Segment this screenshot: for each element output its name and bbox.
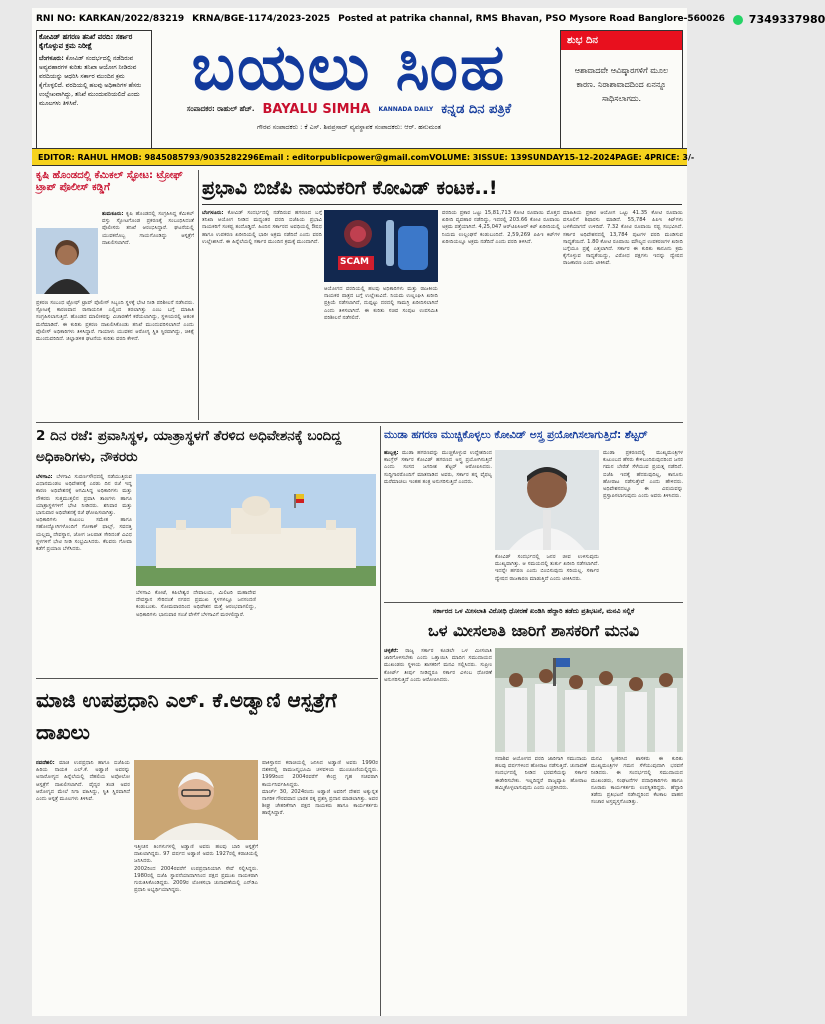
story5-body2: ಸದಾಶಿವ ಆಯೋಗದ ವರದಿ ಜಾರಿಗಾಗಿ ಸಮುದಾಯ ಹಲವು ವರ್ಷಗಳಿಂದ ಹೋರಾಟ ನಡೆಸುತ್ತಿದೆ. ಚುನಾವಣೆ ಸಂದರ್ಭದಲ್ಲಿ ನೀಡಿದ ಭರವಸೆಯನ್ನು ಸರ್ಕಾರ ಈಡೇರಿಸಬೇಕು. ಇಲ್ಲದಿದ್ದರೆ ರಾಜ್ಯವ್ಯಾಪಿ ಹೋರಾಟ ಹಮ್ಮಿಕೊಳ್ಳಲಾಗುವುದು ಎಂದು ಎಚ್ಚರಿಸಿದರು. (495, 756, 587, 791)
bar-issue: ISSUE: 139 (478, 152, 528, 162)
vertical-rule (198, 170, 199, 420)
left-box-dateline: ಬೆಂಗಳೂರು: (39, 55, 64, 62)
horizontal-rule (36, 422, 683, 423)
story5-headline: ಒಳ ಮೀಸಲಾತಿ ಜಾರಿಗೆ ಶಾಸಕರಿಗೆ ಮನವಿ (427, 621, 640, 640)
quote-heading: ಶುಭ ದಿನ (561, 31, 682, 50)
left-news-box (36, 30, 152, 152)
story5-dateline: ಚಳ್ಳಕೆರೆ: (384, 648, 399, 654)
newspaper-page (32, 8, 825, 1016)
phone-text: 7349337980 (748, 12, 825, 26)
story2-dateline: ಬೆಂಗಳೂರು: (202, 210, 224, 216)
story4-headline: ಮುಡಾ ಹಗರಣ ಮುಚ್ಚಿಕೊಳ್ಳಲು ಕೋವಿಡ್ ಅಸ್ತ್ರ ಪ್ರಯೋಗಿಸಲಾಗುತ್ತಿದೆ: ಶೆಟ್ಟರ್ (384, 429, 648, 441)
story6-headline: ಮಾಜಿ ಉಪಪ್ರಧಾನಿ ಎಲ್. ಕೆ.ಅಡ್ವಾಣಿ ಆಸ್ಪತ್ರೆಗೆ ದಾಖಲು (36, 688, 337, 744)
person-photo-icon (36, 228, 98, 294)
story6-dateline: ನವದೆಹಲಿ: (36, 760, 55, 766)
bar-page: PAGE: 4 (615, 152, 651, 162)
story5-photo (495, 648, 683, 752)
story6-col-b (134, 844, 258, 1016)
story5-col-c (591, 756, 683, 1016)
story3-body2: ಅಧಿಕಾರಿಗಳು ಕುಟುಂಬ ಸಮೇತ ಹಾಗೂ ಸಹೋದ್ಯೋಗಿಗಳೊಂದಿಗೆ ಗೋಕಾಕ್ ಫಾಲ್ಸ್, ಸವದತ್ತಿ ಯಲ್ಲಮ್ಮ ದೇವಸ್ಥಾನ, ಜೋಗ ಜಲಪಾತ ಸೇರಿದಂತೆ ವಿವಿಧ ಸ್ಥಳಗಳಿಗೆ ಭೇಟಿ ನೀಡಿ ಸಂಭ್ರಮಿಸಿದರು. ಕೆಲವರು ಗೋವಾ ಕಡೆಗೆ ಪ್ರಯಾಣ ಬೆಳೆಸಿದರು. (36, 517, 132, 553)
story2-col-d (563, 210, 683, 420)
story6-body4: 2002ರಿಂದ 2004ರವರೆಗೆ ಉಪಪ್ರಧಾನಿಯಾಗಿ ಸೇವೆ ಸಲ್ಲಿಸಿದ್ದರು. 1980ರಲ್ಲಿ ಬಿಜೆಪಿ ಸ್ಥಾಪನೆಯಾದಾಗಿನಿಂದ ಪಕ್ಷದ ಪ್ರಮುಖ ನಾಯಕರಾಗಿ ಗುರುತಿಸಿಕೊಂಡಿದ್ದರು. 2009ರ ಲೋಕಸಭಾ ಚುನಾವಣೆಯಲ್ಲಿ ಎನ್‌ಡಿಎ ಪ್ರಧಾನಿ ಅಭ್ಯರ್ಥಿಯಾಗಿದ್ದರು. (134, 865, 258, 894)
story3-headline: 2 ದಿನ ರಜೆ: ಪ್ರವಾಸಿಸ್ಥಳ, ಯಾತ್ರಾಸ್ಥಳಗೆ ತೆರಳಿದ ಅಧಿವೇಶನಕ್ಕೆ ಬಂದಿದ್ದ ಅಧಿಕಾರಿಗಳು, ನೌಕರರು (36, 428, 342, 465)
masthead-row (154, 102, 544, 117)
story5-body1: ರಾಜ್ಯ ಸರ್ಕಾರ ಕೂಡಲೇ ಒಳ ಮೀಸಲಾತಿ ಜಾರಿಗೊಳಿಸಬೇಕು ಎಂದು ಒತ್ತಾಯಿಸಿ ಮಾದಿಗ ಸಮುದಾಯದ ಮುಖಂಡರು ಸ್ಥಳೀಯ ಶಾಸಕರಿಗೆ ಮನವಿ ಸಲ್ಲಿಸಿದರು. ಸುಪ್ರೀಂ ಕೋರ್ಟ್ ತೀರ್ಪು ನೀಡಿದ್ದರೂ ಸರ್ಕಾರ ವಿಳಂಬ ಧೋರಣೆ ಅನುಸರಿಸುತ್ತಿದೆ ಎಂದು ಆರೋಪಿಸಿದರು. (384, 648, 492, 683)
posted-at: Posted at patrika channal, RMS Bhavan, PSO Mysore Road Banglore-560026 (338, 14, 725, 24)
horizontal-rule (384, 602, 683, 603)
story6-body2: ಇತ್ತೀಚಿನ ತಿಂಗಳುಗಳಲ್ಲಿ ಅಡ್ವಾಣಿ ಅವರು ಹಲವು ಬಾರಿ ಆಸ್ಪತ್ರೆಗೆ ದಾಖಲಾಗಿದ್ದರು. 97 ವರ್ಷದ ಅಡ್ವಾಣಿ ಅವರು 1927ರಲ್ಲಿ ಕರಾಚಿಯಲ್ಲಿ ಜನಿಸಿದರು. (134, 844, 258, 865)
story1-photo (36, 228, 98, 294)
story1-headline: ಕೃಷಿ ಹೊಂಡದಲ್ಲಿ ಕೆಮಿಕಲ್ ಸ್ಫೋಟ: ಟ್ರೋಫ್ ಟ್ರಾಪ್ ಪೊಲೀಸ್ ಕಡ್ಡಿಗೆ (36, 170, 183, 193)
story5-kicker: ಸರ್ಕಾರದ ಒಳ ಮೀಸಲಾತಿ ವಿರೋಧಿ ಧೋರಣೆ ಖಂಡಿಸಿ ಹೆದ್ದಾರಿ ತಡೆದು ಪ್ರತಿಭಟನೆ, ಮನವಿ ಸಲ್ಲಿಕೆ (432, 607, 635, 615)
story3-col-c (260, 590, 376, 674)
story2-body2: ಆಯೋಗದ ವರದಿಯಲ್ಲಿ ಹಲವು ಅಧಿಕಾರಿಗಳು ಮತ್ತು ರಾಜಕೀಯ ನಾಯಕರ ಪಾತ್ರದ ಬಗ್ಗೆ ಉಲ್ಲೇಖವಿದೆ. ನಿಯಮ ಉಲ್ಲಂಘಿಸಿ ಖರೀದಿ ಪ್ರಕ್ರಿಯೆ ನಡೆಸಲಾಗಿದೆ, ದುಪ್ಪಟ್ಟು ದರದಲ್ಲಿ ಸಾಮಗ್ರಿ ಖರೀದಿಸಲಾಗಿದೆ ಎಂದು ತಿಳಿಸಲಾಗಿದೆ. ಈ ಕುರಿತು ಸಚಿವ ಸಂಪುಟ ಉಪಸಮಿತಿ ಪರಿಶೀಲನೆ ನಡೆಸಲಿದೆ. (324, 286, 438, 321)
bar-editor: EDITOR: RAHUL H (38, 152, 118, 162)
story3-col-b (136, 590, 256, 674)
story2-col-b (324, 286, 438, 420)
story6-photo (134, 760, 258, 840)
story4-col-a (384, 450, 492, 600)
masthead-logo: ಬಯಲು ಸಿಂಹ (191, 30, 507, 105)
story5-col-d (384, 824, 492, 1016)
krna-number: KRNA/BGE-1174/2023-2025 (192, 14, 331, 24)
top-line (32, 8, 825, 30)
left-box-heading: ಕೋವಿಡ್ ಹಗರಣ ತನಿಖೆ ವರದಿ: ಸರ್ಕಾರ ಕೈಗೊಳ್ಳುವ ಕ್ರಮ ನಿರೀಕ್ಷೆ (39, 33, 133, 50)
whatsapp-icon (733, 15, 743, 25)
quote-text: ಆಶಾವಾದವೇ ಆವಿಷ್ಕಾರಗಳಿಗೆ ಮೂಲ ಕಾರಣ. ನಿರಾಶಾವಾದದಿಂದ ಏನನ್ನೂ ಸಾಧಿಸಲಾಗದು. (574, 66, 669, 103)
right-quote-box (560, 30, 683, 150)
left-box-body: ಕೋವಿಡ್ ಸಂದರ್ಭದಲ್ಲಿ ನಡೆದಿರುವ ಅವ್ಯವಹಾರಗಳ ಕುರಿತು ತನಿಖಾ ಆಯೋಗ ನೀಡಿರುವ ವರದಿಯನ್ನು ಆಧರಿಸಿ ಸರ್ಕಾರ ಮುಂದಿನ ಕ್ರಮ ಕೈಗೊಳ್ಳಲಿದೆ. ವರದಿಯಲ್ಲಿ ಹಲವು ಅಧಿಕಾರಿಗಳ ಹೆಸರು ಉಲ್ಲೇಖವಾಗಿದ್ದು, ತನಿಖೆ ಮುಂದುವರಿಯಲಿದೆ ಎಂದು ಮೂಲಗಳು ತಿಳಿಸಿವೆ. (39, 55, 142, 107)
bar-date: 15-12-2024 (563, 152, 616, 162)
story6-body1: ಮಾಜಿ ಉಪಪ್ರಧಾನಿ ಹಾಗೂ ಬಿಜೆಪಿಯ ಹಿರಿಯ ನಾಯಕ ಎಲ್.ಕೆ. ಅಡ್ವಾಣಿ ಅವರನ್ನು ಅನಾರೋಗ್ಯದ ಹಿನ್ನೆಲೆಯಲ್ಲಿ ದೆಹಲಿಯ ಅಪೋಲೋ ಆಸ್ಪತ್ರೆಗೆ ದಾಖಲಿಸಲಾಗಿದೆ. ವೈದ್ಯರ ತಂಡ ಅವರ ಆರೋಗ್ಯದ ಮೇಲೆ ನಿಗಾ ವಹಿಸಿದ್ದು, ಸ್ಥಿತಿ ಸ್ಥಿರವಾಗಿದೆ ಎಂದು ಆಸ್ಪತ್ರೆ ಮೂಲಗಳು ತಿಳಿಸಿವೆ. (36, 760, 130, 803)
rni-number: RNI NO: KARKAN/2022/83219 (36, 14, 185, 24)
story6-body3: ಪಾಕಿಸ್ತಾನದ ಕರಾಚಿಯಲ್ಲಿ ಜನಿಸಿದ ಅಡ್ವಾಣಿ ಅವರು 1990ರ ದಶಕದಲ್ಲಿ ರಾಮಜನ್ಮಭೂಮಿ ಚಳವಳಿಯ ಮುಂಚೂಣಿಯಲ್ಲಿದ್ದರು. 1999ರಿಂದ 2004ರವರೆಗೆ ಕೇಂದ್ರ ಗೃಹ ಸಚಿವರಾಗಿ ಕಾರ್ಯನಿರ್ವಹಿಸಿದ್ದರು. (262, 760, 378, 788)
story4-col-b (495, 554, 599, 600)
bar-day: SUNDAY (527, 152, 564, 162)
story3-photo (136, 474, 376, 586)
story4-body2: ಕೋವಿಡ್ ಸಂದರ್ಭದಲ್ಲಿ ಜನರ ಜೀವ ಉಳಿಸುವುದು ಮುಖ್ಯವಾಗಿತ್ತು. ಆ ಸಮಯದಲ್ಲಿ ತುರ್ತು ಖರೀದಿ ನಡೆಸಲಾಗಿದೆ. ಇದನ್ನೇ ಹಗರಣ ಎಂದು ಬಿಂಬಿಸುವುದು ಸರಿಯಲ್ಲ. ಸರ್ಕಾರ ದ್ವೇಷದ ರಾಜಕಾರಣ ಮಾಡುತ್ತಿದೆ ಎಂದು ಟೀಕಿಸಿದರು. (495, 554, 599, 582)
vidhana-soudha-building (136, 474, 376, 586)
story5-col-b (495, 756, 587, 1016)
vertical-rule (380, 426, 381, 1016)
bar-mobile: MOB: 9845085793/9035282296 (117, 152, 259, 162)
story1-col-a (102, 211, 194, 296)
story3-col-a (36, 474, 132, 674)
story5-col-a (384, 648, 492, 820)
scam-graphic (324, 210, 438, 282)
story2-body1: ಕೋವಿಡ್ ಸಂದರ್ಭದಲ್ಲಿ ನಡೆದಿರುವ ಹಗರಣದ ಬಗ್ಗೆ ತನಿಖಾ ಆಯೋಗ ನೀಡಿದ ಮಧ್ಯಂತರ ವರದಿ ಬಿಜೆಪಿಯ ಪ್ರಭಾವಿ ನಾಯಕರಿಗೆ ಸಂಕಷ್ಟ ತಂದೊಡ್ಡಿದೆ. ಹಿಂದಿನ ಸರ್ಕಾರದ ಅವಧಿಯಲ್ಲಿ ಔಷಧ ಹಾಗೂ ಉಪಕರಣ ಖರೀದಿಯಲ್ಲಿ ಭಾರೀ ಅಕ್ರಮ ನಡೆದಿದೆ ಎಂದು ವರದಿ ಉಲ್ಲೇಖಿಸಿದೆ. ಈ ಹಿನ್ನೆಲೆಯಲ್ಲಿ ಸರ್ಕಾರ ಮುಂದಿನ ಕ್ರಮಕ್ಕೆ ಮುಂದಾಗಿದೆ. (202, 210, 322, 245)
scam-label: SCAM (340, 257, 370, 267)
masthead (154, 28, 544, 133)
story4-body1: ಮುಡಾ ಹಗರಣವನ್ನು ಮುಚ್ಚಿಕೊಳ್ಳುವ ಉದ್ದೇಶದಿಂದ ಕಾಂಗ್ರೆಸ್ ಸರ್ಕಾರ ಕೋವಿಡ್ ಹಗರಣದ ಅಸ್ತ್ರ ಪ್ರಯೋಗಿಸುತ್ತಿದೆ ಎಂದು ಸಂಸದ ಜಗದೀಶ ಶೆಟ್ಟರ್ ಆರೋಪಿಸಿದರು. ಸುದ್ದಿಗಾರರೊಂದಿಗೆ ಮಾತನಾಡಿದ ಅವರು, ಸರ್ಕಾರ ತನ್ನ ವೈಫಲ್ಯ ಮರೆಮಾಚಲು ಇಂತಹ ತಂತ್ರ ಅನುಸರಿಸುತ್ತಿದೆ ಎಂದರು. (384, 450, 492, 485)
story4-dateline: ಹುಬ್ಬಳ್ಳಿ: (384, 450, 399, 456)
masthead-english-name: BAYALU SIMHA (262, 102, 371, 117)
story6-col-c (262, 760, 378, 1016)
story3-dateline: ಬೆಳಗಾವಿ: (36, 474, 53, 480)
story6-col-a (36, 760, 130, 1016)
story3-body3: ಬೆಳಗಾವಿ ಕೋಟೆ, ಕಪಿಲೇಶ್ವರ ದೇವಾಲಯ, ಮಿಲಿಟರಿ ಮಹಾದೇವ ದೇವಸ್ಥಾನ ಸೇರಿದಂತೆ ನಗರದ ಪ್ರಮುಖ ಸ್ಥಳಗಳಲ್ಲೂ ಜನಸಂದಣಿ ಕಂಡುಬಂತು. ಸೋಮವಾರದಿಂದ ಅಧಿವೇಶನ ಮತ್ತೆ ಆರಂಭವಾಗಲಿದ್ದು, ಅಧಿಕಾರಿಗಳು ಭಾನುವಾರ ಸಂಜೆ ವೇಳೆಗೆ ಬೆಳಗಾವಿಗೆ ಮರಳಲಿದ್ದಾರೆ. (136, 590, 256, 618)
politician-portrait (495, 450, 599, 550)
horizontal-rule (36, 678, 378, 679)
story6-body5: ಮಾರ್ಚ್ 30, 2024ರಂದು ಅಡ್ವಾಣಿ ಅವರಿಗೆ ದೇಶದ ಅತ್ಯುನ್ನತ ನಾಗರಿಕ ಗೌರವವಾದ ಭಾರತ ರತ್ನ ಪ್ರಶಸ್ತಿ ಪ್ರದಾನ ಮಾಡಲಾಗಿತ್ತು. ಅವರ ಶೀಘ್ರ ಚೇತರಿಕೆಗಾಗಿ ಪಕ್ಷದ ನಾಯಕರು ಹಾಗೂ ಕಾರ್ಯಕರ್ತರು ಹಾರೈಸಿದ್ದಾರೆ. (262, 788, 378, 817)
story1-body1: ಕೃಷಿ ಹೊಂಡದಲ್ಲಿ ಸಂಗ್ರಹಿಸಿದ್ದ ಕೆಮಿಕಲ್ ವಸ್ತು ಸ್ಫೋಟಗೊಂಡ ಪ್ರಕರಣಕ್ಕೆ ಸಂಬಂಧಿಸಿದಂತೆ ಪೊಲೀಸರು ತನಿಖೆ ಆರಂಭಿಸಿದ್ದಾರೆ. ಘಟನೆಯಲ್ಲಿ ಯುವಕನೊಬ್ಬ ಗಾಯಗೊಂಡಿದ್ದು ಆಸ್ಪತ್ರೆಗೆ ದಾಖಲಿಸಲಾಗಿದೆ. (102, 211, 194, 246)
info-bar (32, 148, 695, 166)
story4-body3: ಮುಡಾ ಪ್ರಕರಣದಲ್ಲಿ ಮುಖ್ಯಮಂತ್ರಿಗಳ ಕುಟುಂಬದ ಹೆಸರು ಕೇಳಿಬಂದಿರುವುದರಿಂದ ಜನರ ಗಮನ ಬೇರೆಡೆ ಸೆಳೆಯುವ ಪ್ರಯತ್ನ ನಡೆದಿದೆ. ಬಿಜೆಪಿ ಇದಕ್ಕೆ ಹೆದರುವುದಿಲ್ಲ, ಕಾನೂನು ಹೋರಾಟ ನಡೆಸುತ್ತೇವೆ ಎಂದು ಹೇಳಿದರು. ಅಧಿವೇಶನದಲ್ಲೂ ಈ ವಿಷಯವನ್ನು ಪ್ರಸ್ತಾಪಿಸಲಾಗುವುದು ಎಂದು ಅವರು ತಿಳಿಸಿದರು. (603, 450, 683, 500)
kannada-daily-label: KANNADA DAILY (378, 106, 434, 113)
story1-body2: ಪ್ರಕರಣ ಸಂಬಂಧ ಟ್ರೋಫ್ ಟ್ರಾಪ್ ಪೊಲೀಸ್ ಸಿಬ್ಬಂದಿ ಸ್ಥಳಕ್ಕೆ ಭೇಟಿ ನೀಡಿ ಪರಿಶೀಲನೆ ನಡೆಸಿದರು. ಸ್ಫೋಟಕ್ಕೆ ಕಾರಣವಾದ ರಾಸಾಯನಿಕ ಎಲ್ಲಿಂದ ತರಲಾಗಿತ್ತು ಎಂಬ ಬಗ್ಗೆ ಮಾಹಿತಿ ಸಂಗ್ರಹಿಸಲಾಗುತ್ತಿದೆ. ಹೊಂಡದ ಮಾಲೀಕರನ್ನು ವಿಚಾರಣೆಗೆ ಕರೆಯಲಾಗಿದ್ದು, ಸ್ಥಳೀಯರಲ್ಲಿ ಆತಂಕ ಮನೆಮಾಡಿದೆ. ಈ ಕುರಿತು ಪ್ರಕರಣ ದಾಖಲಿಸಿಕೊಂಡು ತನಿಖೆ ಮುಂದುವರಿಸಲಾಗಿದೆ ಎಂದು ಪೊಲೀಸ್ ಅಧಿಕಾರಿಗಳು ತಿಳಿಸಿದ್ದಾರೆ. ಗಾಯಾಳು ಯುವಕನ ಆರೋಗ್ಯ ಸ್ಥಿತಿ ಸ್ಥಿರವಾಗಿದ್ದು, ಚಿಕಿತ್ಸೆ ಮುಂದುವರಿದಿದೆ. ಜಿಲ್ಲಾಡಳಿತ ಘಟನೆಯ ಕುರಿತು ವರದಿ ಕೇಳಿದೆ. (36, 300, 194, 343)
story1-col-b (36, 300, 194, 420)
editor-label: ಸಂಪಾದಕರ: ರಾಹುಲ್ ಹೆಚ್. (186, 105, 255, 113)
story2-col-c (442, 210, 560, 420)
story1-dateline: ತುಮಕೂರು: (102, 211, 124, 217)
story3-body1: ಬೆಳಗಾವಿ ಸುವರ್ಣಸೌಧದಲ್ಲಿ ನಡೆಯುತ್ತಿರುವ ವಿಧಾನಮಂಡಲ ಅಧಿವೇಶನಕ್ಕೆ ಎರಡು ದಿನ ರಜೆ ಇದ್ದ ಕಾರಣ ಅಧಿವೇಶನಕ್ಕೆ ಆಗಮಿಸಿದ್ದ ಅಧಿಕಾರಿಗಳು ಮತ್ತು ನೌಕರರು ಸುತ್ತಮುತ್ತಲಿನ ಪ್ರವಾಸಿ ತಾಣಗಳು ಹಾಗೂ ಯಾತ್ರಾಸ್ಥಳಗಳಿಗೆ ಭೇಟಿ ನೀಡಿದರು. ಶನಿವಾರ ಮತ್ತು ಭಾನುವಾರ ಅಧಿವೇಶನಕ್ಕೆ ರಜೆ ಘೋಷಿಸಲಾಗಿತ್ತು. (36, 474, 132, 517)
story5-body3: ಮನವಿ ಸ್ವೀಕರಿಸಿದ ಶಾಸಕರು ಈ ಕುರಿತು ಮುಖ್ಯಮಂತ್ರಿಗಳ ಗಮನ ಸೆಳೆಯುವುದಾಗಿ ಭರವಸೆ ನೀಡಿದರು. ಈ ಸಂದರ್ಭದಲ್ಲಿ ಸಮುದಾಯದ ಮುಖಂಡರು, ಸಂಘಟನೆಗಳ ಪದಾಧಿಕಾರಿಗಳು ಹಾಗೂ ನೂರಾರು ಕಾರ್ಯಕರ್ತರು ಉಪಸ್ಥಿತರಿದ್ದರು. ಹೆದ್ದಾರಿ ತಡೆದು ಪ್ರತಿಭಟನೆ ನಡೆಸಿದ್ದರಿಂದ ಕೆಲಕಾಲ ವಾಹನ ಸಂಚಾರ ಅಸ್ತವ್ಯಸ್ತಗೊಂಡಿತ್ತು. (591, 756, 683, 806)
masthead-subline: ಗೌರವ ಸಂಪಾದಕರು : ಕೆ ಎಸ್. ಶಿವಪ್ರಸಾದ್ ವ್ಯವಸ್ಥಾಪಕ ಸಂಪಾದಕರು: ಆರ್. ಹನುಮಂತ (257, 123, 441, 131)
story2-headline: ಪ್ರಭಾವಿ ಬಿಜೆಪಿ ನಾಯಕರಿಗೆ ಕೋವಿಡ್ ಕಂಟಕ..! (202, 174, 682, 205)
story4-col-c (603, 450, 683, 600)
story2-scam-image (324, 210, 438, 282)
bar-email: Email : editorpublicpower@gmail.com (258, 152, 430, 162)
bar-price: PRICE: 3/- (650, 152, 695, 162)
story2-body3: ವರದಿಯ ಪ್ರಕಾರ ಒಟ್ಟು 15,81,713 ಕೋಟಿ ರೂಪಾಯಿ ಮೊತ್ತದ ಖರೀದಿ ವ್ಯವಹಾರ ನಡೆದಿದ್ದು, ಇದರಲ್ಲಿ 203.66 ಕೋಟಿ ರೂಪಾಯಿ ಅಕ್ರಮ ಪತ್ತೆಯಾಗಿದೆ. 4,25,047 ಆರ್‌ಟಿಪಿಸಿಆರ್ ಕಿಟ್ ಖರೀದಿಯಲ್ಲಿ ನಿಯಮ ಉಲ್ಲಂಘನೆ ಕಂಡುಬಂದಿದೆ. 2,59,269 ಪಿಪಿಇ ಕಿಟ್‌ಗಳ ಖರೀದಿಯಲ್ಲೂ ಅಕ್ರಮ ನಡೆದಿದೆ ಎಂದು ವರದಿ ತಿಳಿಸಿದೆ. (442, 210, 560, 245)
masthead-kannada-name: ಕನ್ನಡ ದಿನ ಪತ್ರಿಕೆ (441, 102, 512, 117)
protest-group-photo (495, 648, 683, 752)
story2-col-a (202, 210, 322, 420)
bar-volume: VOLUME: 3 (429, 152, 479, 162)
advani-portrait (134, 760, 258, 840)
story4-photo (495, 450, 599, 550)
story2-body4: ಮಾಹಿತಿಯ ಪ್ರಕಾರ ಆಯೋಗ ಒಟ್ಟು 41.35 ಕೋಟಿ ರೂಪಾಯಿ ವಸೂಲಿಗೆ ಶಿಫಾರಸು ಮಾಡಿದೆ. 55,784 ಪಿಪಿಇ ಕಿಟ್‌ಗಳು ಬಳಕೆಯಾಗದೆ ಉಳಿದಿವೆ. 7.32 ಕೋಟಿ ರೂಪಾಯಿ ನಷ್ಟ ಸಂಭವಿಸಿದೆ. ಸರ್ಕಾರ ಅಧಿವೇಶನದಲ್ಲಿ 13,784 ಪುಟಗಳ ವರದಿ ಮಂಡಿಸುವ ಸಾಧ್ಯತೆಯಿದೆ. 1.80 ಕೋಟಿ ರೂಪಾಯಿ ಮೌಲ್ಯದ ಉಪಕರಣಗಳ ಖರೀದಿ ಬಗ್ಗೆಯೂ ಪ್ರಶ್ನೆ ಎತ್ತಲಾಗಿದೆ. ಸರ್ಕಾರ ಈ ಕುರಿತು ಕಾನೂನು ಕ್ರಮ ಕೈಗೊಳ್ಳುವ ಸಾಧ್ಯತೆಯಿದ್ದು, ವಿರೋಧ ಪಕ್ಷಗಳು ಇದನ್ನು ದ್ವೇಷದ ರಾಜಕಾರಣ ಎಂದು ಟೀಕಿಸಿವೆ. (563, 210, 683, 267)
phone-number (733, 13, 825, 26)
